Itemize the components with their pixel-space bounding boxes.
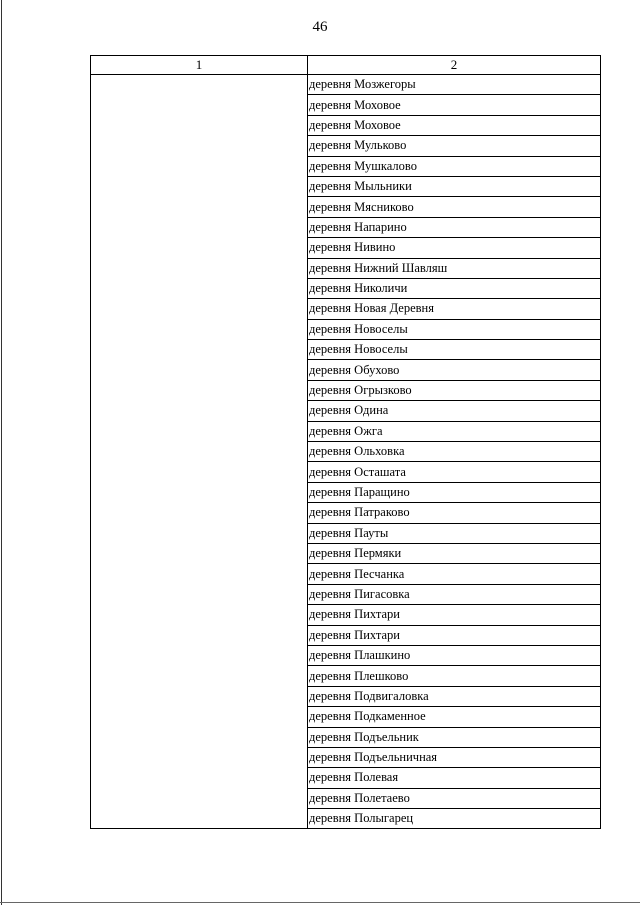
settlement-name-cell: деревня Плешково	[308, 666, 601, 686]
settlement-name-cell: деревня Пауты	[308, 523, 601, 543]
page-bottom-edge	[0, 902, 640, 903]
settlement-name-cell: деревня Патраково	[308, 503, 601, 523]
settlement-name-cell: деревня Обухово	[308, 360, 601, 380]
settlement-name-cell: деревня Ожга	[308, 421, 601, 441]
settlement-name-cell: деревня Одина	[308, 401, 601, 421]
settlement-name-cell: деревня Подвигаловка	[308, 686, 601, 706]
settlement-name-cell: деревня Подъельничная	[308, 747, 601, 767]
table-row	[91, 75, 601, 95]
settlement-name-cell: деревня Новоселы	[308, 319, 601, 339]
column-header-1: 1	[91, 56, 308, 75]
column-1-merged-cell	[91, 75, 308, 829]
settlement-name-cell: деревня Нижний Шавляш	[308, 258, 601, 278]
settlement-name-cell: деревня Моховое	[308, 115, 601, 135]
table-header-row	[91, 56, 601, 75]
page-number: 46	[312, 19, 328, 35]
settlement-name-cell: деревня Мясниково	[308, 197, 601, 217]
settlement-name-cell: деревня Пермяки	[308, 543, 601, 563]
settlement-name-cell: деревня Осташата	[308, 462, 601, 482]
settlement-name-cell: деревня Подкаменное	[308, 707, 601, 727]
settlement-name-cell: деревня Паращино	[308, 482, 601, 502]
column-header-2: 2	[308, 56, 601, 75]
settlement-name-cell: деревня Пихтари	[308, 605, 601, 625]
settlement-name-cell: деревня Полетаево	[308, 788, 601, 808]
settlement-name-cell: деревня Пигасовка	[308, 584, 601, 604]
table-body	[91, 75, 601, 829]
settlement-name-cell: деревня Полыгарец	[308, 809, 601, 829]
settlement-name-cell: деревня Песчанка	[308, 564, 601, 584]
settlement-name-cell: деревня Мозжегоры	[308, 75, 601, 95]
settlement-name-cell: деревня Николичи	[308, 278, 601, 298]
settlement-name-cell: деревня Новоселы	[308, 340, 601, 360]
settlement-name-cell: деревня Ольховка	[308, 442, 601, 462]
settlement-name-cell: деревня Нивино	[308, 238, 601, 258]
scan-edge-line	[1, 0, 2, 905]
settlement-name-cell: деревня Мульково	[308, 136, 601, 156]
settlement-name-cell: деревня Мыльники	[308, 176, 601, 196]
settlement-name-cell: деревня Плашкино	[308, 645, 601, 665]
settlement-name-cell: деревня Напарино	[308, 217, 601, 237]
settlement-name-cell: деревня Подъельник	[308, 727, 601, 747]
settlements-table	[90, 55, 601, 829]
settlement-name-cell: деревня Полевая	[308, 768, 601, 788]
settlement-name-cell: деревня Пихтари	[308, 625, 601, 645]
settlement-name-cell: деревня Мушкалово	[308, 156, 601, 176]
settlement-name-cell: деревня Огрызково	[308, 380, 601, 400]
settlement-name-cell: деревня Моховое	[308, 95, 601, 115]
settlement-name-cell: деревня Новая Деревня	[308, 299, 601, 319]
